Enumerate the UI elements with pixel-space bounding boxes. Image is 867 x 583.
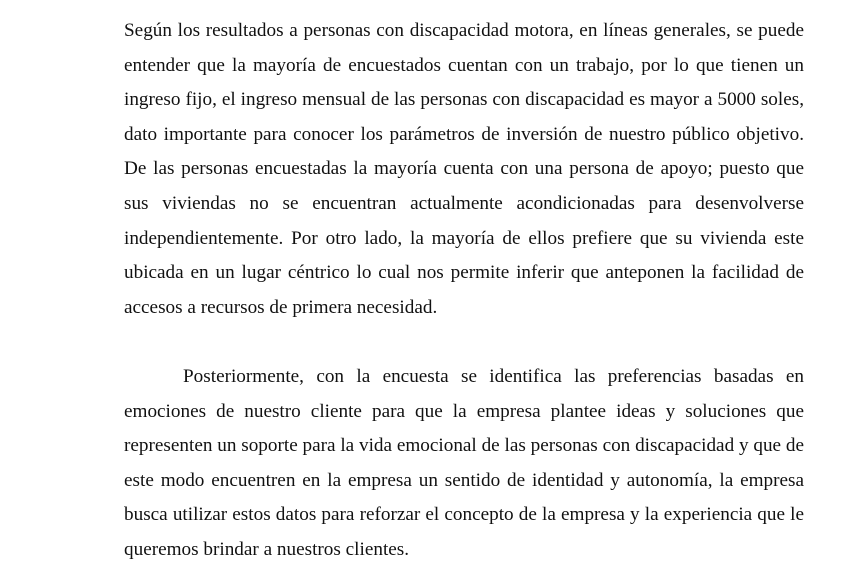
document-page: [124, 14, 804, 568]
paragraph-emotional-preferences: Posteriormente, con la encuesta se identifica las preferencias basadas en emociones de nuestro cliente para que la empresa plantee ideas y soluciones que representen un soporte para la vida emocional de las personas con discapacidad y que de este modo encuentren en la empresa un sentido de identidad y autonomía, la empresa busca utilizar estos datos para reforzar el concepto de la empresa y la experiencia que le queremos brindar a nuestros clientes.: [124, 365, 804, 560]
paragraph-survey-results: Según los resultados a personas con discapacidad motora, en líneas generales, se puede entender que la mayoría de encuestados cuentan con un trabajo, por lo que tienen un ingreso fijo, el ingreso mensual de las personas con discapacidad es mayor a 5000 soles, dato importante para conocer los parámetros de inversión de nuestro público objetivo. De las personas encuestadas la mayoría cuenta con una persona de apoyo; puesto que sus viviendas no se encuentran actualmente acondicionadas para desenvolverse independientemente. Por otro lado, la mayoría de ellos prefiere que su vivienda este ubicada en un lugar céntrico lo cual nos permite inferir que anteponen la facilidad de accesos a recursos de primera necesidad.: [124, 20, 804, 318]
